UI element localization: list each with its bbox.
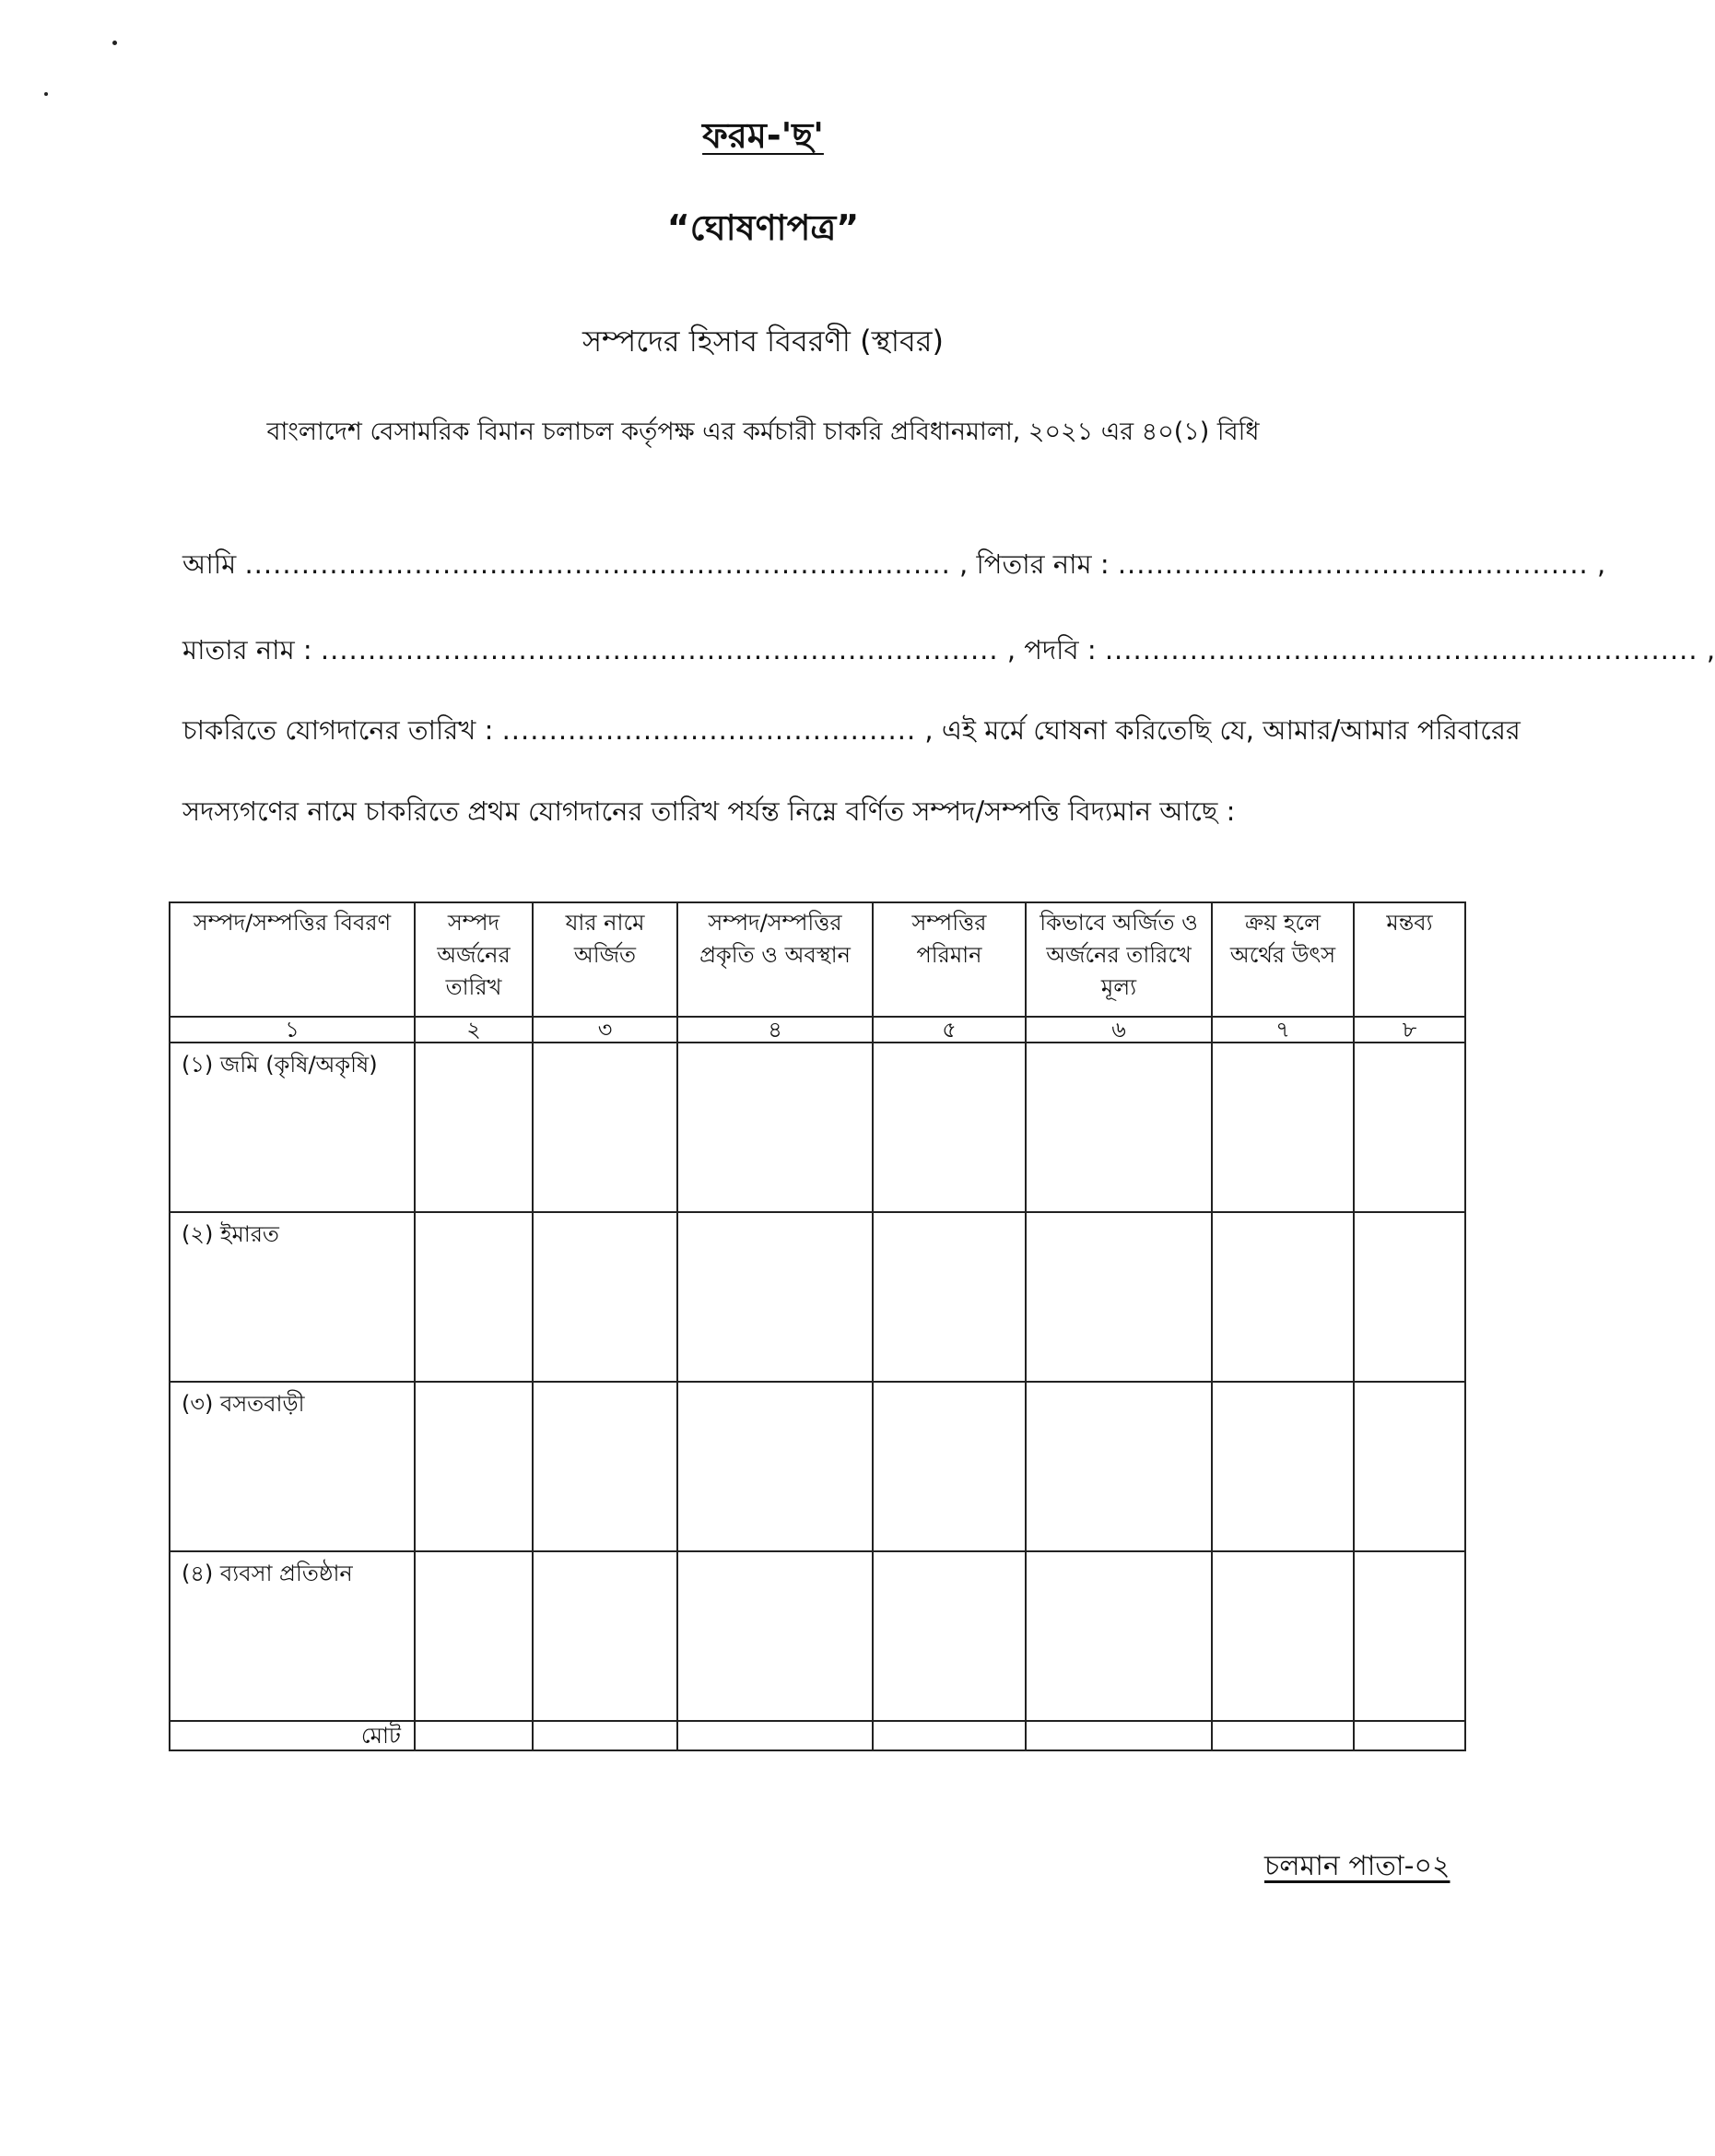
table-cell[interactable] xyxy=(415,1551,533,1721)
declaration-text: , এই মর্মে ঘোষনা করিতেছি যে, আমার/আমার পরিবারের xyxy=(924,714,1521,746)
table-cell[interactable] xyxy=(1026,1382,1212,1551)
column-number: ২ xyxy=(415,1017,533,1043)
column-number: ৩ xyxy=(533,1017,677,1043)
form-label: ফরম-'ছ' xyxy=(702,115,824,156)
column-header: মন্তব্য xyxy=(1354,902,1465,1017)
designation-field[interactable]: ............................................................... xyxy=(1104,634,1698,666)
name-label: আমি xyxy=(182,548,237,580)
father-name-field[interactable]: .................................................. xyxy=(1117,548,1589,580)
table-row xyxy=(170,1551,1465,1721)
table-cell[interactable] xyxy=(1212,1382,1354,1551)
name-field[interactable]: ........................................................................... xyxy=(244,548,951,580)
table-cell[interactable] xyxy=(677,1212,873,1382)
table-cell[interactable] xyxy=(873,1043,1026,1212)
table-cell[interactable] xyxy=(873,1551,1026,1721)
table-cell[interactable] xyxy=(415,1043,533,1212)
declaration-title: “ঘোষণাপত্র” xyxy=(666,207,860,248)
row-label: (১) জমি (কৃষি/অকৃষি) xyxy=(170,1043,415,1212)
table-cell[interactable] xyxy=(1026,1043,1212,1212)
total-label: মোট xyxy=(170,1721,415,1750)
table-row xyxy=(170,1212,1465,1382)
declaration-line-4: সদস্যগণের নামে চাকরিতে প্রথম যোগদানের তারিখ পর্যন্ত নিম্নে বর্ণিত সম্পদ/সম্পত্তি বিদ্যমান আছে : xyxy=(182,795,1236,827)
scan-speck xyxy=(44,92,48,96)
table-cell[interactable] xyxy=(533,1212,677,1382)
column-header: সম্পদ/সম্পত্তির প্রকৃতি ও অবস্থান xyxy=(677,902,873,1017)
row-label: (৪) ব্যবসা প্রতিষ্ঠান xyxy=(170,1551,415,1721)
rule-reference: বাংলাদেশ বেসামরিক বিমান চলাচল কর্তৃপক্ষ এর কর্মচারী চাকরি প্রবিধানমালা, ২০২১ এর ৪০(১) বিধি xyxy=(266,418,1260,446)
table-cell[interactable] xyxy=(1026,1212,1212,1382)
column-header: যার নামে অর্জিত xyxy=(533,902,677,1017)
line-end: , xyxy=(1596,548,1606,580)
asset-statement-table xyxy=(169,901,1466,1751)
table-cell[interactable] xyxy=(1212,1043,1354,1212)
designation-label: , পদবি : xyxy=(1006,634,1097,666)
column-number: ৬ xyxy=(1026,1017,1212,1043)
column-header: সম্পদ অর্জনের তারিখ xyxy=(415,902,533,1017)
table-cell[interactable] xyxy=(873,1382,1026,1551)
join-date-field[interactable]: ............................................ xyxy=(501,714,917,746)
continued-page-note: চলমান পাতা-০২ xyxy=(1264,1850,1451,1882)
column-number: ৪ xyxy=(677,1017,873,1043)
column-number: ৭ xyxy=(1212,1017,1354,1043)
table-cell[interactable] xyxy=(533,1043,677,1212)
table-header-row xyxy=(170,902,1465,1017)
table-cell[interactable] xyxy=(677,1043,873,1212)
table-cell[interactable] xyxy=(1026,1551,1212,1721)
table-cell[interactable] xyxy=(1026,1721,1212,1750)
column-header: সম্পত্তির পরিমান xyxy=(873,902,1026,1017)
column-number-row xyxy=(170,1017,1465,1043)
column-header: সম্পদ/সম্পত্তির বিবরণ xyxy=(170,902,415,1017)
column-header: কিভাবে অর্জিত ও অর্জনের তারিখে মূল্য xyxy=(1026,902,1212,1017)
table-row xyxy=(170,1043,1465,1212)
table-cell[interactable] xyxy=(533,1721,677,1750)
row-label: (২) ইমারত xyxy=(170,1212,415,1382)
table-cell[interactable] xyxy=(677,1721,873,1750)
declaration-line-2 xyxy=(182,630,1715,675)
mother-name-field[interactable]: ........................................................................ xyxy=(320,634,999,666)
table-cell[interactable] xyxy=(1212,1721,1354,1750)
mother-name-label: মাতার নাম : xyxy=(182,634,312,666)
table-cell[interactable] xyxy=(1354,1212,1465,1382)
table-cell[interactable] xyxy=(1212,1551,1354,1721)
declaration-line-3 xyxy=(182,710,1521,755)
column-header: ক্রয় হলে অর্থের উৎস xyxy=(1212,902,1354,1017)
table-cell[interactable] xyxy=(873,1721,1026,1750)
table-cell[interactable] xyxy=(415,1721,533,1750)
total-row xyxy=(170,1721,1465,1750)
table-cell[interactable] xyxy=(1354,1551,1465,1721)
column-number: ৮ xyxy=(1354,1017,1465,1043)
table-cell[interactable] xyxy=(677,1551,873,1721)
row-label: (৩) বসতবাড়ী xyxy=(170,1382,415,1551)
table-row xyxy=(170,1382,1465,1551)
father-name-label: , পিতার নাম : xyxy=(959,548,1110,580)
statement-heading: সম্পদের হিসাব বিবরণী (স্থাবর) xyxy=(582,324,944,359)
table-cell[interactable] xyxy=(1354,1043,1465,1212)
table-cell[interactable] xyxy=(415,1382,533,1551)
table-cell[interactable] xyxy=(873,1212,1026,1382)
column-number: ১ xyxy=(170,1017,415,1043)
table-cell[interactable] xyxy=(1354,1721,1465,1750)
table-cell[interactable] xyxy=(415,1212,533,1382)
table-cell[interactable] xyxy=(1212,1212,1354,1382)
table-cell[interactable] xyxy=(533,1382,677,1551)
table-cell[interactable] xyxy=(677,1382,873,1551)
table-cell[interactable] xyxy=(533,1551,677,1721)
column-number: ৫ xyxy=(873,1017,1026,1043)
declaration-line-1 xyxy=(182,544,1606,589)
scan-speck xyxy=(112,41,117,45)
join-date-label: চাকরিতে যোগদানের তারিখ : xyxy=(182,714,494,746)
line-end: , xyxy=(1706,634,1715,666)
table-cell[interactable] xyxy=(1354,1382,1465,1551)
